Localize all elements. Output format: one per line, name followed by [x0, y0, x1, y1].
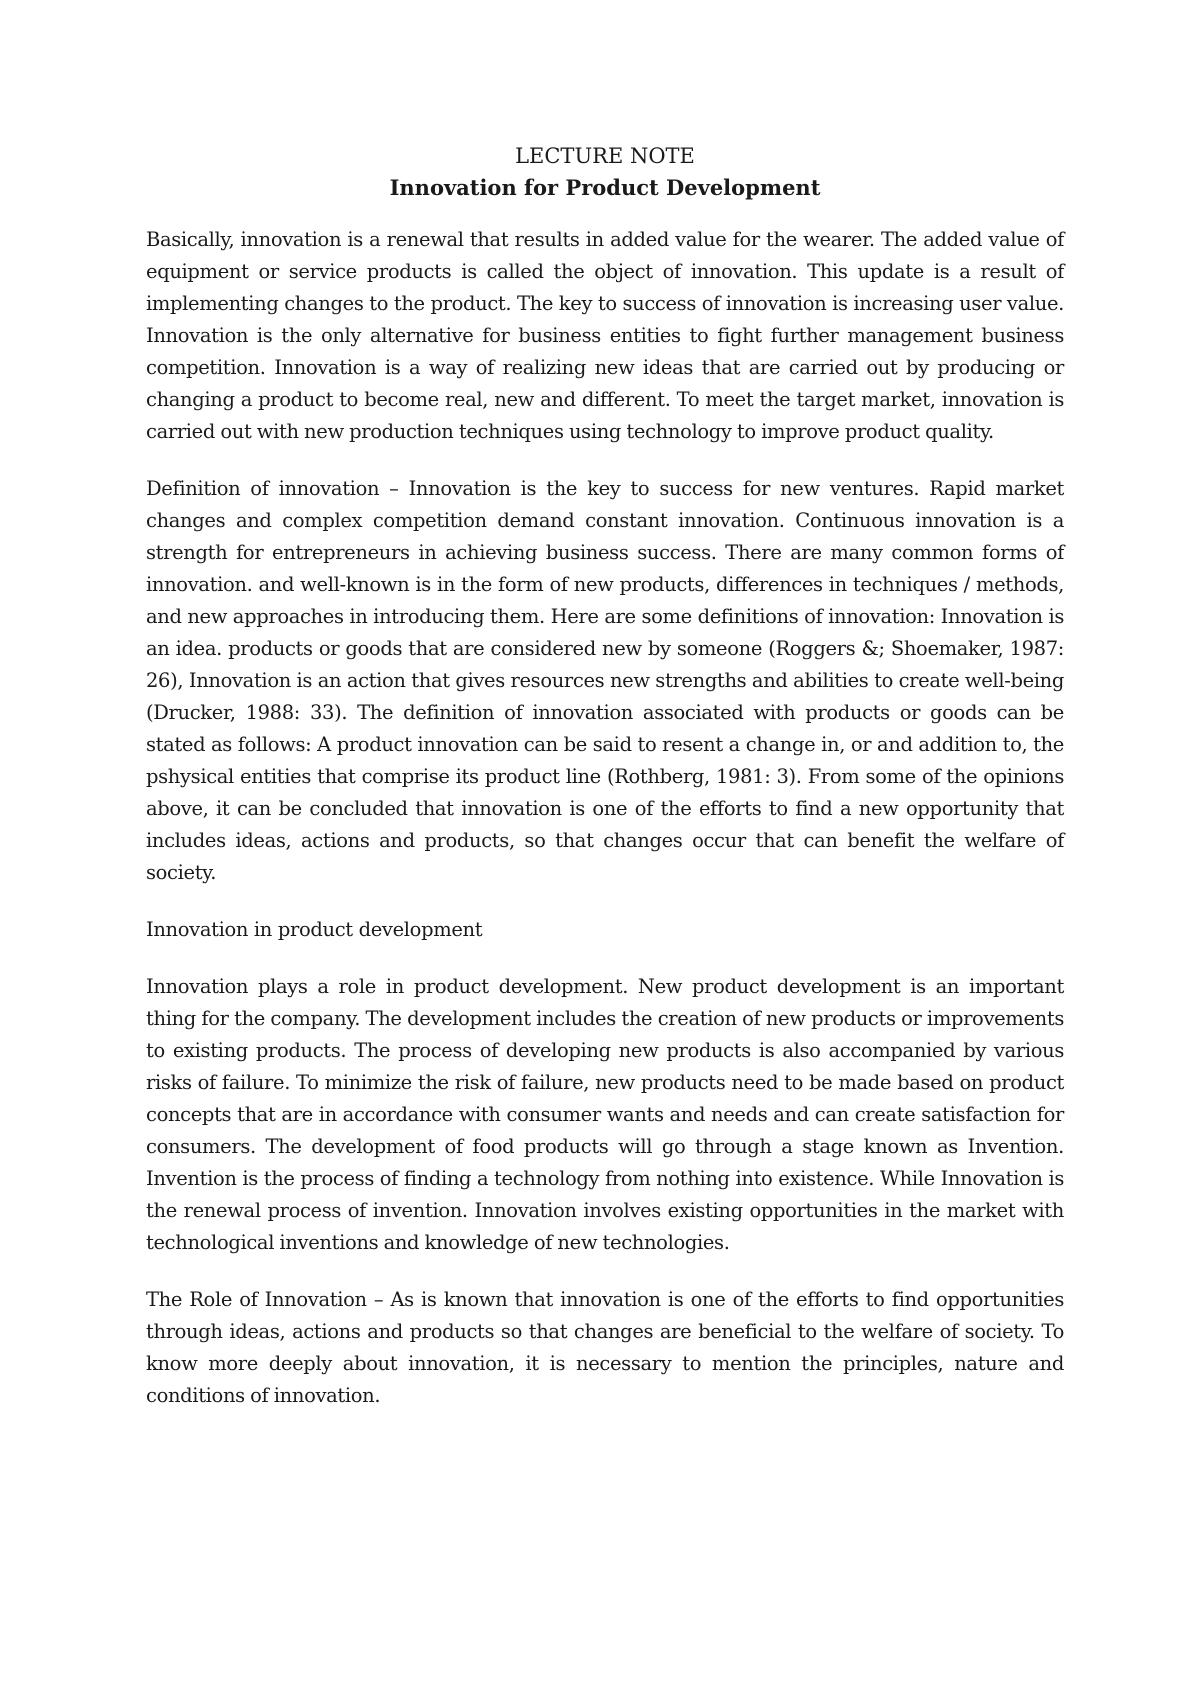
document-page: [146, 140, 1064, 1437]
paragraph-definition: Definition of innovation – Innovation is the key to success for new ventures. Rapid market changes and complex competition demand constant innovation. Continuous innovation is a strength for entrepreneurs in achieving business success. There are many common forms of innovation. and well-known is in the form of new products, differences in techniques / methods, and new approaches in introducing them. Here are some definitions of innovation: Innovation is an idea. products or goods that are considered new by someone (Roggers &; Shoemaker, 1987: 26), Innovation is an action that gives resources new strengths and abilities to create well-being (Drucker, 1988: 33). The definition of innovation associated with products or goods can be stated as follows: A product innovation can be said to resent a change in, or and addition to, the pshysical entities that comprise its product line (Rothberg, 1981: 3). From some of the opinions above, it can be concluded that innovation is one of the efforts to find a new opportunity that includes ideas, actions and products, so that changes occur that can benefit the welfare of society.: [146, 477, 1064, 884]
paragraph-product-development: Innovation plays a role in product development. New product development is an important thing for the company. The development includes the creation of new products or improvements to existing products. The process of developing new products is also accompanied by various risks of failure. To minimize the risk of failure, new products need to be made based on product concepts that are in accordance with consumer wants and needs and can create satisfaction for consumers. The development of food products will go through a stage known as Invention. Invention is the process of finding a technology from nothing into existence. While Innovation is the renewal process of invention. Innovation involves existing opportunities in the market with technological inventions and knowledge of new technologies.: [146, 975, 1064, 1254]
document-subtitle: Innovation for Product Development: [389, 175, 821, 200]
section-heading-product-development: Innovation in product development: [146, 918, 483, 941]
paragraph-role: The Role of Innovation – As is known that innovation is one of the efforts to find opportunities through ideas, actions and products so that changes are beneficial to the welfare of society. To know more deeply about innovation, it is necessary to mention the principles, nature and conditions of innovation.: [146, 1288, 1064, 1407]
document-heading: LECTURE NOTE: [515, 144, 695, 168]
paragraph-intro: Basically, innovation is a renewal that results in added value for the wearer. The added value of equipment or service products is called the object of innovation. This update is a result of implementing changes to the product. The key to success of innovation is increasing user value. Innovation is the only alternative for business entities to fight further management business competition. Innovation is a way of realizing new ideas that are carried out by producing or changing a product to become real, new and different. To meet the target market, innovation is carried out with new production techniques using technology to improve product quality.: [146, 228, 1064, 443]
